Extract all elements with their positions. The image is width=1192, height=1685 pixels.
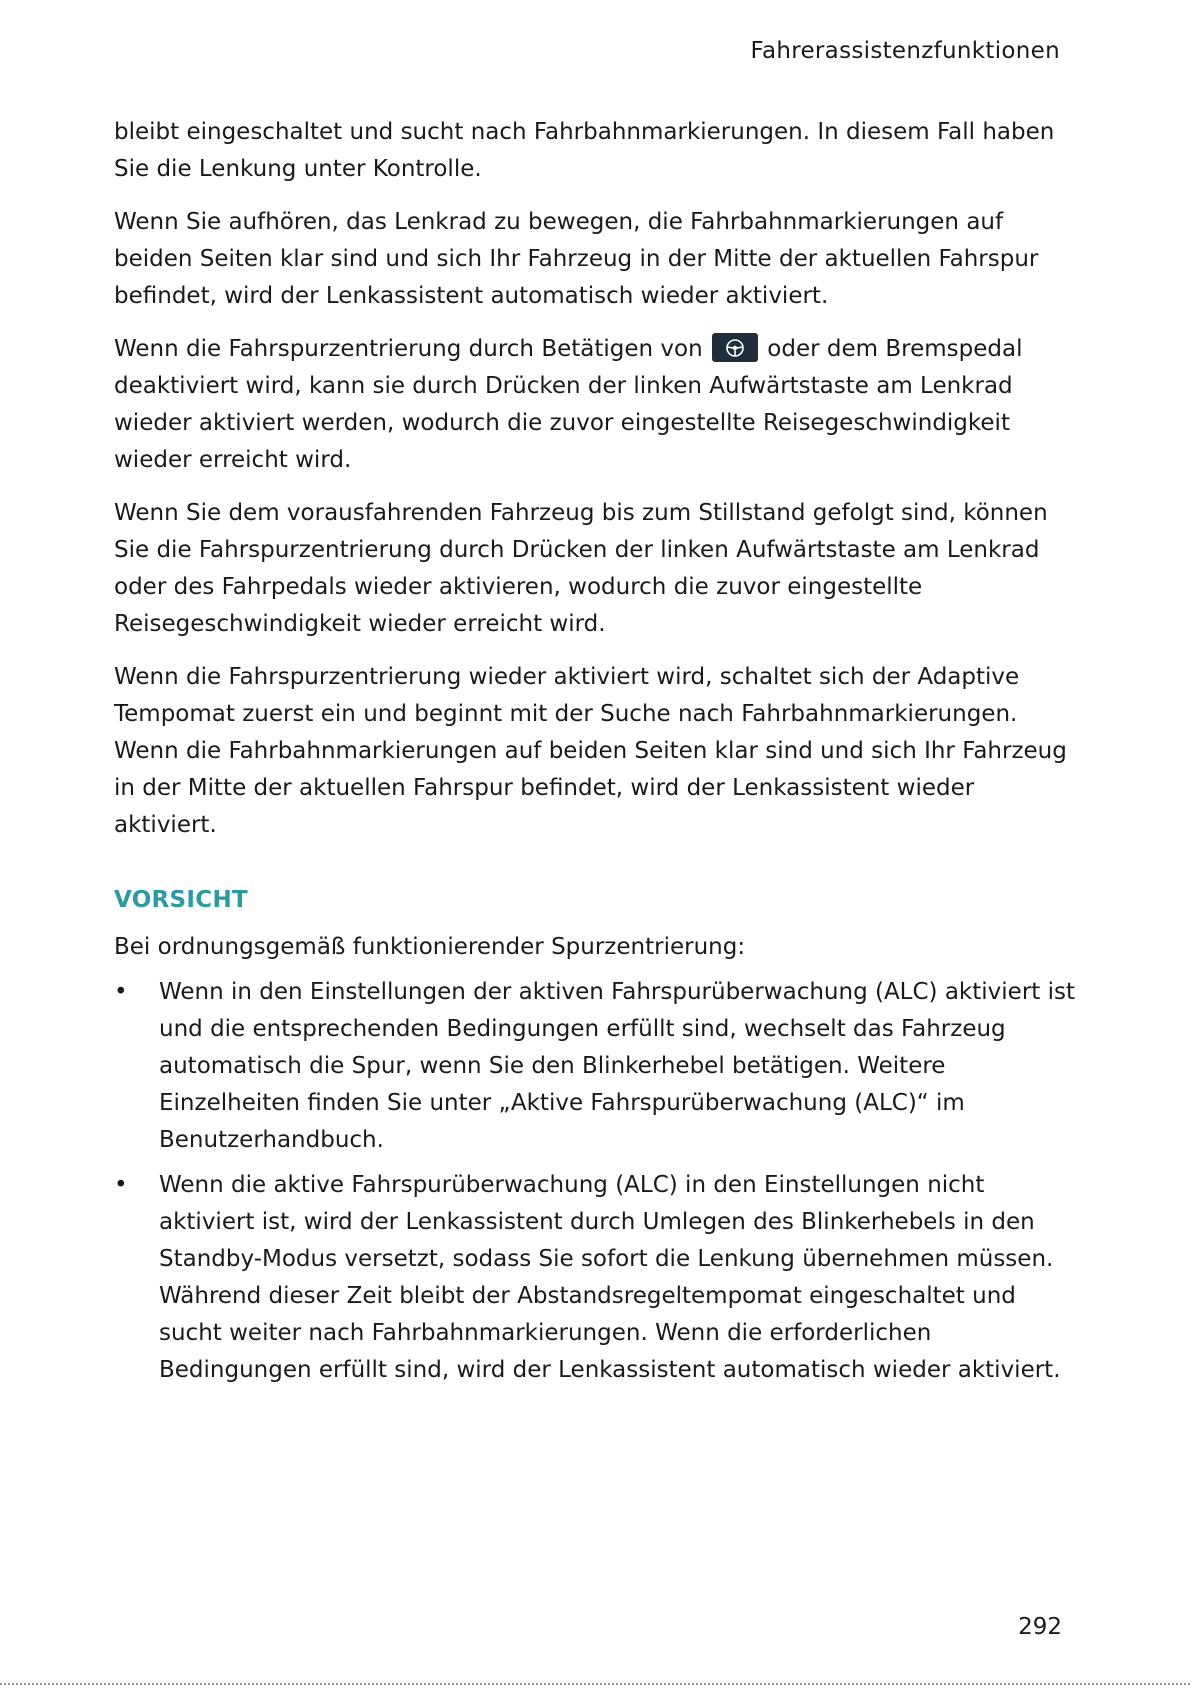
list-item (114, 1167, 1084, 1389)
list-item-text: Wenn in den Einstellungen der aktiven Fahrspurüberwachung (ALC) aktiviert ist und die entsprechenden Bedingungen erfüllt sind, wechselt das Fahrzeug automatisch die Spur, wenn Sie den Blinkerhebel betätigen. Weitere Einzelheiten finden Sie unter „Aktive Fahrspurüberwachung (ALC)“ im Benutzerhandbuch. (159, 979, 1075, 1153)
bullet-icon: • (114, 979, 128, 1005)
caution-list (114, 974, 1084, 1389)
main-content (114, 114, 1084, 1397)
page-number: 292 (1018, 1614, 1062, 1640)
paragraph-5: Wenn die Fahrspurzentrierung wieder aktiviert wird, schaltet sich der Adaptive Tempomat zuerst ein und beginnt mit der Suche nach Fahrbahnmarkierungen. Wenn die Fahrbahnmarkierungen auf beiden Seiten klar sind und sich Ihr Fahrzeug in der Mitte der aktuellen Fahrspur befindet, wird der Lenkassistent wieder aktiviert. (114, 664, 1067, 838)
paragraph-3 (114, 331, 1084, 479)
bullet-icon: • (114, 1172, 128, 1198)
paragraph-3-text-before-icon: Wenn die Fahrspurzentrierung durch Betätigen von (114, 336, 703, 362)
paragraph-3-text-after-icon: oder dem Bremspedal deaktiviert wird, kann sie durch Drücken der linken Aufwärtstaste am Lenkrad wieder aktiviert werden, wodurch die zuvor eingestellte Reisegeschwindigkeit wieder erreicht wird. (114, 336, 1023, 473)
steering-wheel-button-icon (712, 333, 758, 362)
paragraph-1: bleibt eingeschaltet und sucht nach Fahrbahnmarkierungen. In diesem Fall haben Sie die Lenkung unter Kontrolle. (114, 119, 1055, 182)
list-item (114, 974, 1084, 1159)
caution-heading: VORSICHT (114, 887, 248, 913)
paragraph-2: Wenn Sie aufhören, das Lenkrad zu bewegen, die Fahrbahnmarkierungen auf beiden Seiten klar sind und sich Ihr Fahrzeug in der Mitte der aktuellen Fahrspur befindet, wird der Lenkassistent automatisch wieder aktiviert. (114, 209, 1039, 309)
paragraph-4: Wenn Sie dem vorausfahrenden Fahrzeug bis zum Stillstand gefolgt sind, können Sie die Fahrspurzentrierung durch Drücken der linken Aufwärtstaste am Lenkrad oder des Fahrpedals wieder aktivieren, wodurch die zuvor eingestellte Reisegeschwindigkeit wieder erreicht wird. (114, 500, 1048, 637)
caution-intro: Bei ordnungsgemäß funktionierender Spurzentrierung: (114, 934, 746, 960)
page-header-section-title: Fahrerassistenzfunktionen (750, 38, 1060, 64)
list-item-text: Wenn die aktive Fahrspurüberwachung (ALC) in den Einstellungen nicht aktiviert ist, wird der Lenkassistent durch Umlegen des Blinkerhebels in den Standby-Modus versetzt, sodass Sie sofort die Lenkung übernehmen müssen. Während dieser Zeit bleibt der Abstandsregeltempomat eingeschaltet und sucht weiter nach Fahrbahnmarkierungen. Wenn die erforderlichen Bedingungen erfüllt sind, wird der Lenkassistent automatisch wieder aktiviert. (159, 1172, 1061, 1383)
